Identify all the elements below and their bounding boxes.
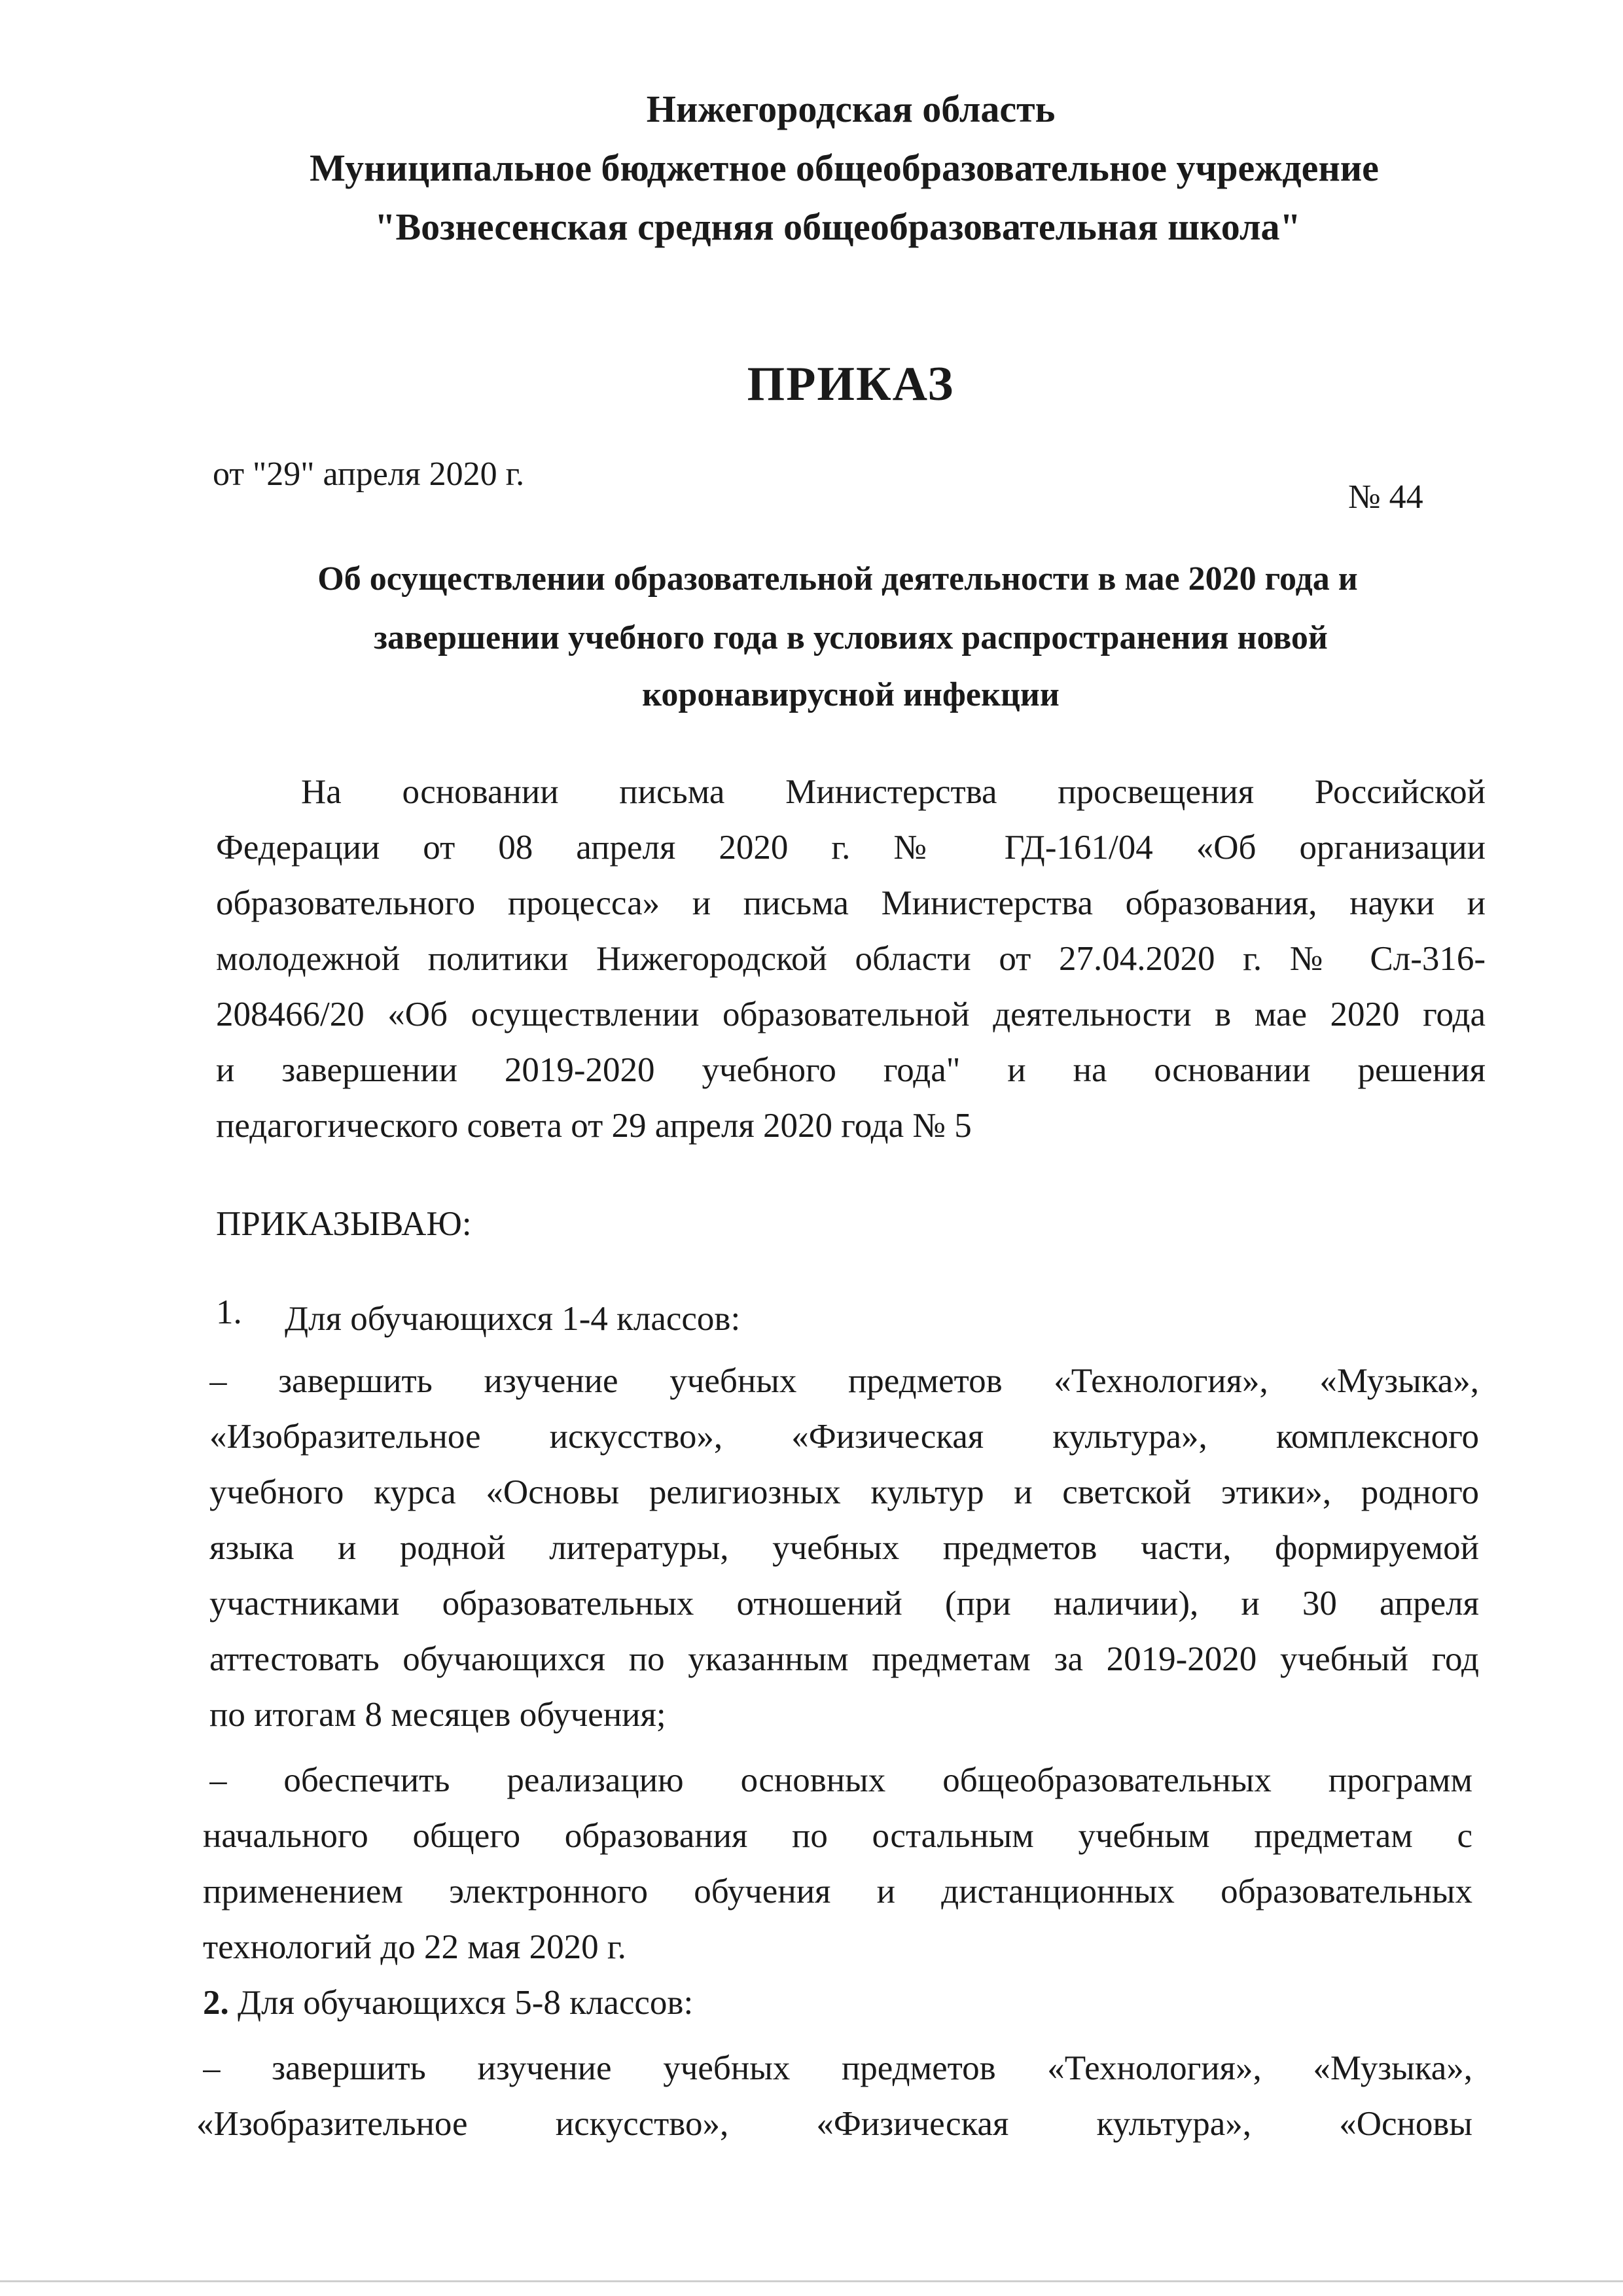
item-text-line: «Изобразительное искусство», «Физическая культура», «Основы — [196, 2105, 1472, 2143]
preamble-line: На основании письма Министерства просвещения Российской — [301, 773, 1486, 811]
preamble-line: молодежной политики Нижегородской области от 27.04.2020 г. № Сл-316- — [216, 940, 1486, 978]
item-text-line: начального общего образования по остальным учебным предметам с — [203, 1817, 1472, 1855]
item-text-line: – завершить изучение учебных предметов «Технология», «Музыка», — [209, 1362, 1479, 1400]
preamble-line: образовательного процесса» и письма Министерства образования, науки и — [216, 884, 1486, 922]
item-number: 1. — [216, 1293, 242, 1331]
institution-type: Муниципальное бюджетное общеобразовательное учреждение — [310, 147, 1379, 189]
institution-name: "Вознесенская средняя общеобразовательная школа" — [374, 206, 1301, 248]
order-word: ПРИКАЗЫВАЮ: — [216, 1205, 472, 1243]
item-text-line: языка и родной литературы, учебных предметов части, формируемой — [209, 1529, 1479, 1567]
preamble-line: и завершении 2019-2020 учебного года" и на основании решения — [216, 1051, 1486, 1089]
scan-edge-line — [0, 2280, 1623, 2282]
item-text-line: «Изобразительное искусство», «Физическая культура», комплексного — [209, 1418, 1479, 1456]
item-number: 2. — [203, 1984, 229, 2022]
document-title: ПРИКАЗ — [747, 357, 955, 411]
item-text-line: учебного курса «Основы религиозных культур и светской этики», родного — [209, 1473, 1479, 1511]
item-text-line: – обеспечить реализацию основных общеобразовательных программ — [209, 1761, 1472, 1799]
item-text-line: – завершить изучение учебных предметов «Технология», «Музыка», — [203, 2049, 1472, 2087]
item-heading: Для обучающихся 1-4 классов: — [285, 1300, 741, 1338]
item-2-heading-row — [203, 1983, 693, 2022]
order-date: от "29" апреля 2020 г. — [213, 456, 525, 493]
preamble-line: 208466/20 «Об осуществлении образовательной деятельности в мае 2020 года — [216, 996, 1486, 1033]
order-subject-line: Об осуществлении образовательной деятельности в мае 2020 года и — [317, 560, 1358, 598]
item-text-line: технологий до 22 мая 2020 г. — [203, 1928, 626, 1966]
order-subject-line: коронавирусной инфекции — [642, 676, 1060, 713]
region-name: Нижегородская область — [646, 88, 1056, 130]
item-heading: Для обучающихся 5-8 классов: — [238, 1984, 694, 2022]
item-text-line: участниками образовательных отношений (при наличии), и 30 апреля — [209, 1585, 1479, 1623]
preamble-line: Федерации от 08 апреля 2020 г. № ГД-161/04 «Об организации — [216, 829, 1486, 867]
preamble-line: педагогического совета от 29 апреля 2020 года № 5 — [216, 1107, 972, 1145]
order-number: № 44 — [1348, 478, 1423, 516]
item-text-line: по итогам 8 месяцев обучения; — [209, 1696, 666, 1734]
item-text-line: применением электронного обучения и дистанционных образовательных — [203, 1873, 1472, 1910]
order-subject-line: завершении учебного года в условиях распространения новой — [374, 619, 1328, 656]
item-text-line: аттестовать обучающихся по указанным предметам за 2019-2020 учебный год — [209, 1640, 1479, 1678]
